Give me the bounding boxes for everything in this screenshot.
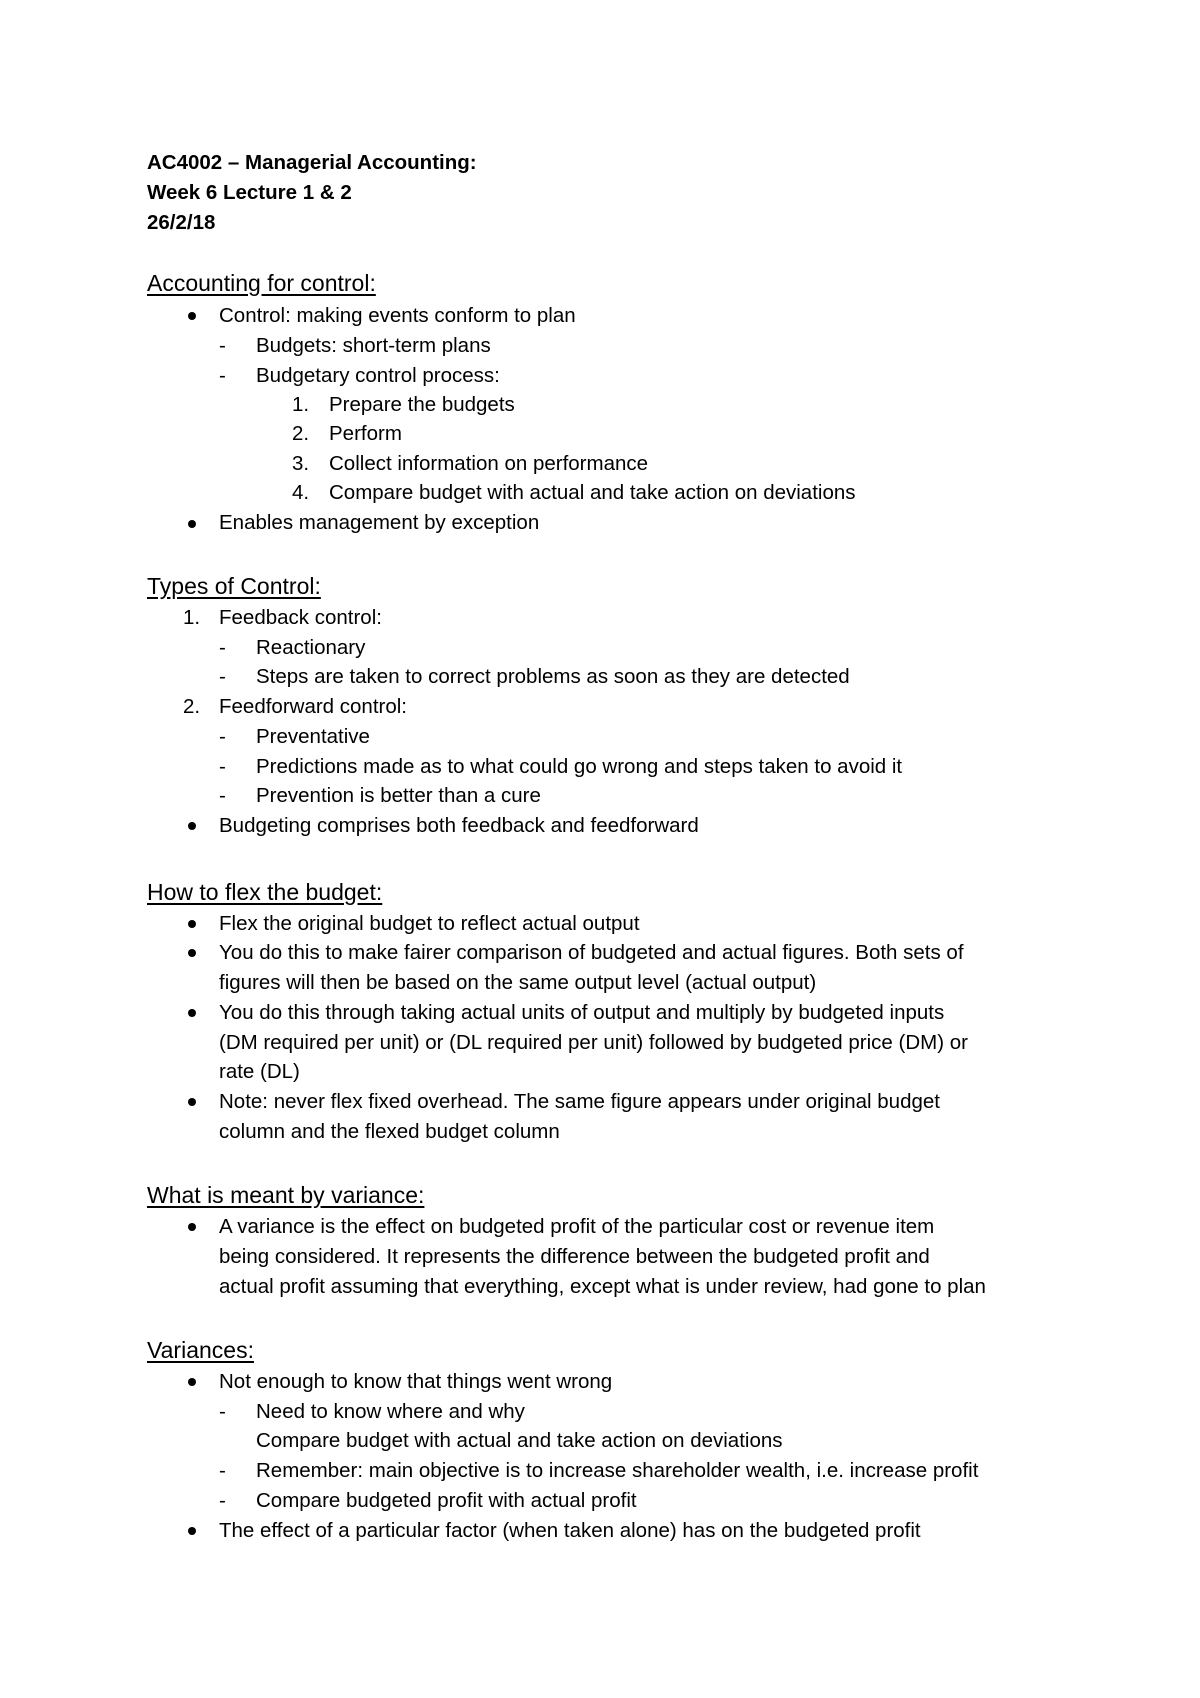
list-item: Feedback control: [219,606,382,629]
list-item-continuation: column and the flexed budget column [219,1120,560,1143]
list-item: The effect of a particular factor (when taken alone) has on the budgeted profit [219,1519,921,1542]
list-item: Budgeting comprises both feedback and feedforward [219,814,699,837]
list-item: Perform [329,422,402,445]
list-item: Not enough to know that things went wrong [219,1370,613,1393]
list-item: Prepare the budgets [329,393,515,416]
list-item-continuation: figures will then be based on the same output level (actual output) [219,971,817,994]
dash-marker: - [219,755,226,778]
list-item: Note: never flex fixed overhead. The same figure appears under original budget [219,1090,940,1113]
list-item: Collect information on performance [329,452,649,475]
bullet-icon [188,920,196,928]
list-item: Steps are taken to correct problems as soon as they are detected [256,665,850,688]
list-item: A variance is the effect on budgeted profit of the particular cost or revenue item [219,1215,935,1238]
bullet-icon [188,949,196,957]
bullet-icon [188,1223,196,1231]
bullet-icon [188,822,196,830]
dash-marker: - [219,1489,226,1512]
list-item: You do this through taking actual units of output and multiply by budgeted inputs [219,1001,945,1024]
list-item-continuation: Compare budget with actual and take action on deviations [256,1429,783,1452]
number-marker: 2. [292,422,310,445]
list-item: Remember: main objective is to increase shareholder wealth, i.e. increase profit [256,1459,979,1482]
bullet-icon [188,1098,196,1106]
section-title-variances: Variances: [147,1337,254,1363]
number-marker: 1. [183,606,201,629]
number-marker: 1. [292,393,310,416]
list-item: Budgetary control process: [256,364,500,387]
number-marker: 4. [292,481,310,504]
list-item: Control: making events conform to plan [219,304,576,327]
bullet-icon [188,312,196,320]
list-item: Predictions made as to what could go wrong and steps taken to avoid it [256,755,903,778]
bullet-icon [188,1527,196,1535]
list-item-continuation: being considered. It represents the difference between the budgeted profit and [219,1245,930,1268]
lecture-label: Week 6 Lecture 1 & 2 [147,181,352,204]
list-item-continuation: actual profit assuming that everything, except what is under review, had gone to plan [219,1275,986,1298]
list-item: Budgets: short-term plans [256,334,491,357]
dash-marker: - [219,636,226,659]
dash-marker: - [219,1459,226,1482]
list-item: Reactionary [256,636,366,659]
section-title-what-is-meant-by-variance: What is meant by variance: [147,1182,425,1208]
list-item-continuation: (DM required per unit) or (DL required per unit) followed by budgeted price (DM) or [219,1031,968,1054]
list-item: Feedforward control: [219,695,408,718]
list-item-continuation: rate (DL) [219,1060,300,1083]
bullet-icon [188,520,196,528]
dash-marker: - [219,334,226,357]
number-marker: 3. [292,452,310,475]
section-title-how-to-flex-the-budget: How to flex the budget: [147,879,383,905]
dash-marker: - [219,725,226,748]
list-item: Compare budgeted profit with actual profit [256,1489,637,1512]
dash-marker: - [219,364,226,387]
list-item: Enables management by exception [219,511,540,534]
document-header [147,148,477,238]
dash-marker: - [219,1400,226,1423]
number-marker: 2. [183,695,201,718]
bullet-icon [188,1378,196,1386]
list-item: Flex the original budget to reflect actual output [219,912,640,935]
list-item: Prevention is better than a cure [256,784,541,807]
bullet-icon [188,1009,196,1017]
section-title-types-of-control: Types of Control: [147,573,321,599]
dash-marker: - [219,665,226,688]
list-item: You do this to make fairer comparison of budgeted and actual figures. Both sets of [219,941,964,964]
course-title: AC4002 – Managerial Accounting: [147,151,477,174]
date-label: 26/2/18 [147,211,216,234]
list-item: Need to know where and why [256,1400,525,1423]
list-item: Preventative [256,725,370,748]
section-title-accounting-for-control: Accounting for control: [147,270,376,296]
dash-marker: - [219,784,226,807]
list-item: Compare budget with actual and take action on deviations [329,481,856,504]
